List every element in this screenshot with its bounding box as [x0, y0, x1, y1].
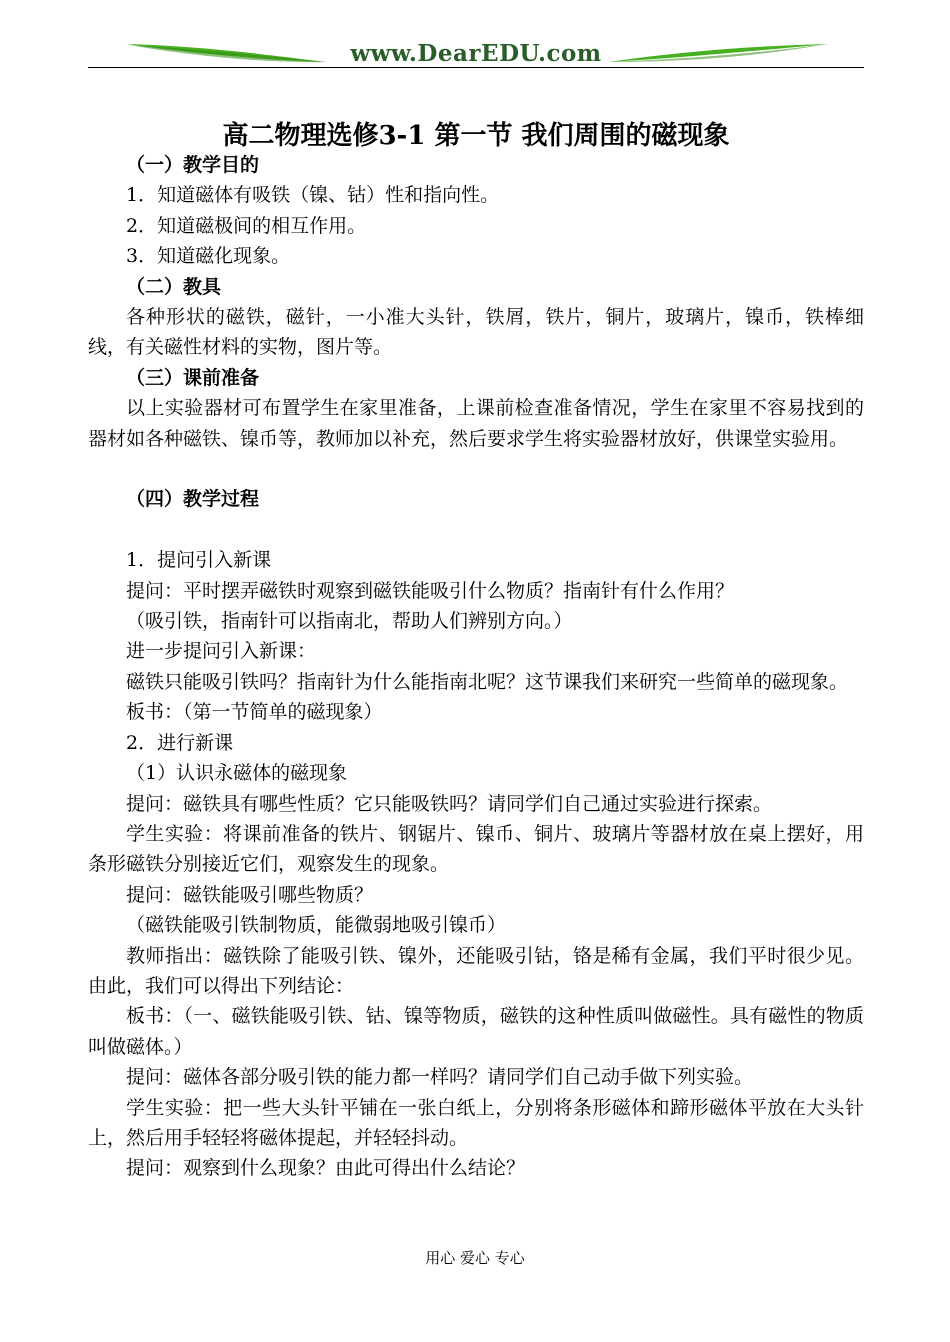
header-divider — [88, 67, 864, 68]
paragraph: （1）认识永磁体的磁现象 — [126, 762, 348, 785]
paragraph: 学生实验：将课前准备的铁片、钢锯片、镍币、铜片、玻璃片等器材放在桌上摆好，用条形磁铁分别接近它们，观察发生的现象。 — [88, 822, 864, 876]
section-heading: （二）教具 — [126, 275, 222, 298]
blank-line — [88, 454, 864, 484]
paragraph: 板书：（一、磁铁能吸引铁、钴、镍等物质，磁铁的这种性质叫做磁性。具有磁性的物质叫做磁体。） — [88, 1005, 864, 1058]
paragraph: 各种形状的磁铁，磁针，一小准大头针，铁屑，铁片，铜片，玻璃片，镍币，铁棒细线，有关磁性材料的实物，图片等。 — [88, 306, 864, 359]
paragraph: 提问：磁铁能吸引哪些物质？ — [126, 883, 374, 906]
section-heading: （一）教学目的 — [126, 154, 260, 176]
paragraph: 进一步提问引入新课： — [126, 640, 317, 663]
paragraph: （吸引铁，指南针可以指南北，帮助人们辨别方向。） — [126, 610, 573, 633]
paragraph: （磁铁能吸引铁制物质，能微弱地吸引镍币） — [126, 914, 507, 937]
paragraph: 提问：磁铁具有哪些性质？它只能吸铁吗？请同学们自己通过实验进行探索。 — [126, 792, 773, 815]
section-heading: （三）课前准备 — [126, 366, 260, 389]
paragraph: 磁铁只能吸引铁吗？指南针为什么能指南北呢？这节课我们来研究一些简单的磁现象。 — [126, 670, 849, 693]
header-logo-text: www.DearEDU.com — [350, 40, 602, 67]
paragraph: 提问：观察到什么现象？由此可得出什么结论？ — [126, 1157, 526, 1180]
paragraph: 提问：平时摆弄磁铁时观察到磁铁能吸引什么物质？指南针有什么作用？ — [126, 579, 735, 602]
paragraph: 以上实验器材可布置学生在家里准备，上课前检查准备情况，学生在家里不容易找到的器材如各种磁铁、镍币等，教师加以补充，然后要求学生将实验器材放好，供课堂实验用。 — [88, 397, 864, 450]
paragraph: 1．提问引入新课 — [126, 549, 272, 572]
paragraph: 板书：（第一节简单的磁现象） — [126, 701, 383, 724]
paragraph: 2．知道磁极间的相互作用。 — [126, 214, 367, 237]
paragraph: 教师指出：磁铁除了能吸引铁、镍外，还能吸引钴，铬是稀有金属，我们平时很少见。由此，我们可以得出下列结论： — [88, 944, 864, 997]
page-footer: 用心 爱心 专心 — [425, 1249, 525, 1267]
paragraph: 1．知道磁体有吸铁（镍、钴）性和指向性。 — [126, 184, 500, 207]
paragraph: 学生实验：把一些大头针平铺在一张白纸上，分别将条形磁体和蹄形磁体平放在大头针上，然后用手轻轻将磁体提起，并轻轻抖动。 — [88, 1096, 864, 1149]
paragraph: 提问：磁体各部分吸引铁的能力都一样吗？请同学们自己动手做下列实验。 — [126, 1066, 754, 1089]
section-heading: （四）教学过程 — [126, 488, 260, 511]
document-body — [88, 150, 864, 1184]
paragraph: 3．知道磁化现象。 — [126, 245, 291, 268]
blank-line — [88, 515, 864, 545]
page-title: 高二物理选修3-1 第一节 我们周围的磁现象 — [222, 121, 730, 151]
paragraph: 2．进行新课 — [126, 731, 234, 754]
